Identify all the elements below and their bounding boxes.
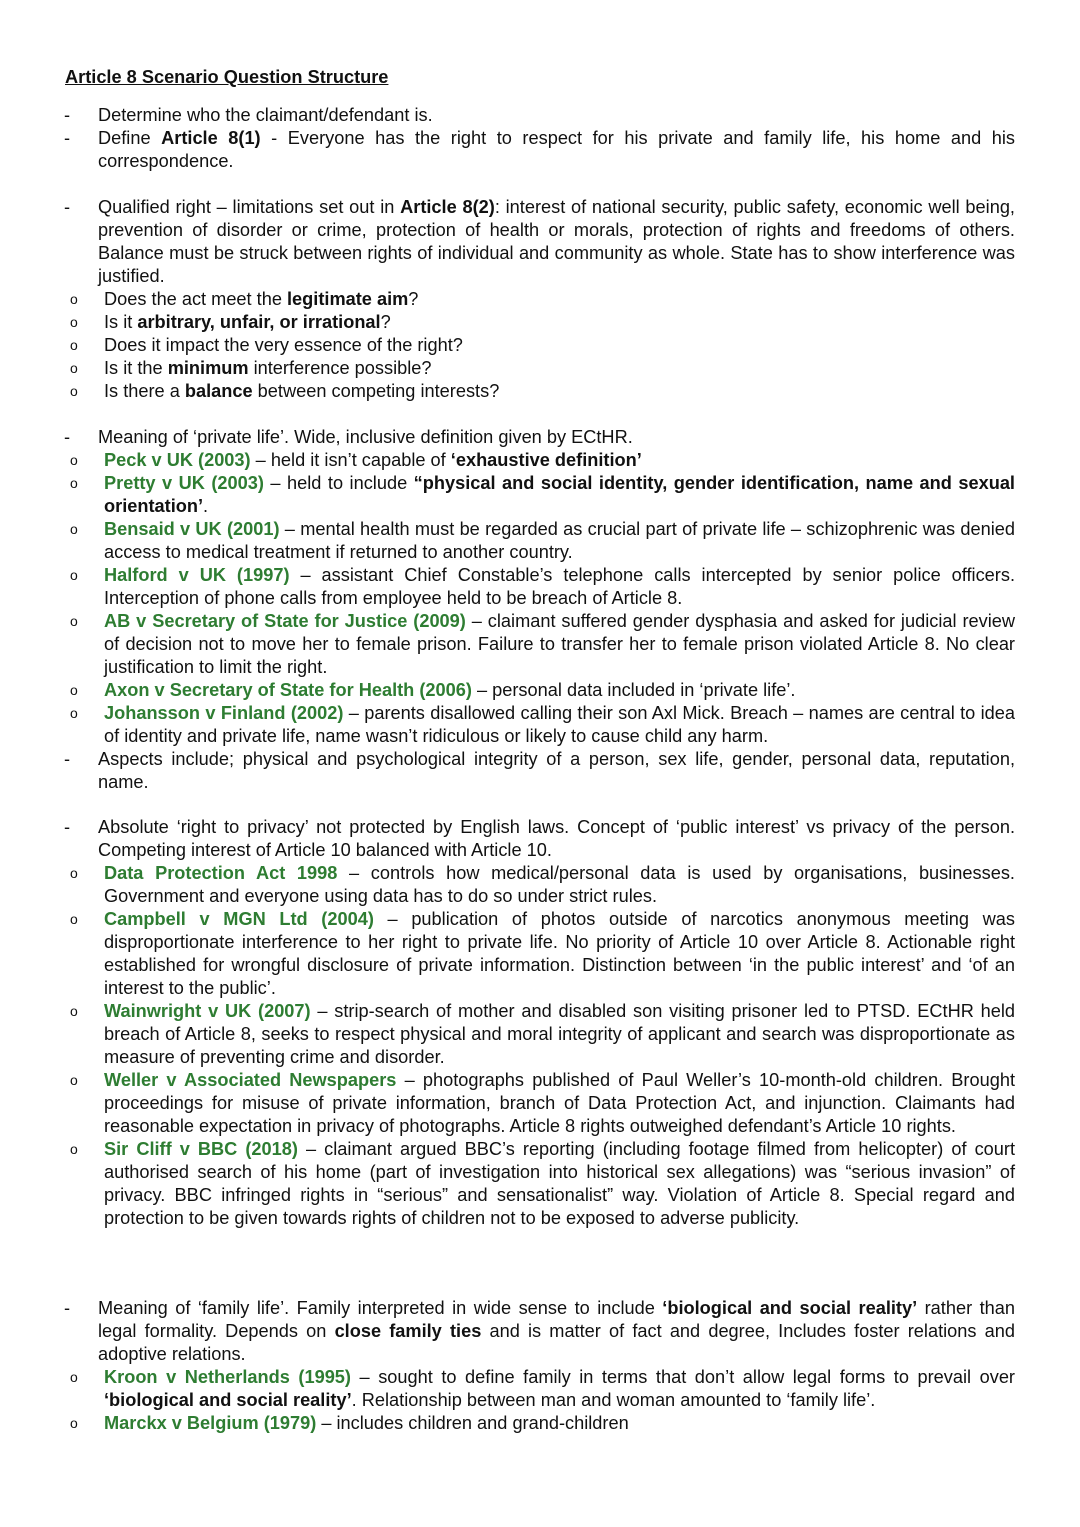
bullet-marker: o (70, 1415, 78, 1431)
case-item: o Peck v UK (2003) – held it isn’t capable of ‘exhaustive definition’ (70, 450, 642, 470)
bullet-marker: o (70, 1369, 78, 1385)
list-item (60, 196, 1015, 288)
bullet-marker: o (70, 452, 78, 468)
case-item: o AB v Secretary of State for Justice (2009) – claimant suffered gender dysphasia and asked for judicial review of decision not to move her to female prison. Failure to transfer her to female prison violated Article 8. No clear justification to limit the right. (70, 611, 1016, 677)
dash-marker: - (64, 817, 71, 837)
case-item: o Sir Cliff v BBC (2018) – claimant argued BBC’s reporting (including footage filmed from helicopter) of court authorised search of his home (part of investigation into historical sex allegations) was “serious invasion” of privacy. BBC infringed rights in “serious” and sensationalist” way. Violation of Article 8. Special regard and protection to be given towards rights of children not to be exposed to adverse publicity. (70, 1139, 1016, 1228)
section-qualified-right (60, 196, 1015, 403)
case-item: o Halford v UK (1997) – assistant Chief Constable’s telephone calls intercepted by senior police officers. Interception of phone calls from employee held to be breach of Article 8. (70, 565, 1015, 608)
list-item (60, 1297, 1015, 1366)
list-item (60, 104, 1015, 127)
case-item: o Kroon v Netherlands (1995) – sought to define family in terms that don’t allow legal forms to prevail over ‘biological and social reality’. Relationship between man and woman amounted to ‘family life’. (70, 1367, 1015, 1410)
list-item-text: Absolute ‘right to privacy’ not protected by English laws. Concept of ‘public interest’ vs privacy of the person. Competing interest of Article 10 balanced with Article 10. (98, 817, 1015, 860)
bullet-marker: o (70, 865, 78, 881)
case-item: o Bensaid v UK (2001) – mental health must be regarded as crucial part of private life – schizophrenic was denied access to medical treatment if returned to another country. (70, 519, 1015, 562)
list-item (60, 816, 1015, 862)
dash-marker: - (64, 197, 71, 217)
bullet-marker: o (70, 1072, 78, 1088)
page-title: Article 8 Scenario Question Structure (65, 67, 389, 87)
bullet-marker: o (70, 360, 78, 376)
list-item-text: Determine who the claimant/defendant is. (98, 105, 433, 125)
section-family-life (60, 1297, 1015, 1435)
dash-marker: - (64, 105, 71, 125)
bullet-marker: o (70, 1003, 78, 1019)
case-item: o Wainwright v UK (2007) – strip-search of mother and disabled son visiting prisoner led to PTSD. ECtHR held breach of Article 8, seeks to respect physical and moral integrity of applicant and search was disproportionate as measure of preventing crime and disorder. (70, 1001, 1015, 1067)
case-item: o Axon v Secretary of State for Health (2006) – personal data included in ‘private life’. (70, 680, 796, 700)
sub-item: o Does it impact the very essence of the right? (70, 335, 463, 355)
sub-item: o Is it arbitrary, unfair, or irrational? (70, 312, 391, 332)
bullet-marker: o (70, 337, 78, 353)
section-privacy (60, 816, 1015, 1230)
case-item: o Weller v Associated Newspapers – photographs published of Paul Weller’s 10-month-old children. Brought proceedings for misuse of private information, branch of Data Protection Act, and injunction. Claimants had reasonable expectation in privacy of photographs. Article 8 rights outweighed defendant’s Article 10 rights. (70, 1070, 1015, 1136)
bullet-marker: o (70, 475, 78, 491)
list-item-text: Qualified right – limitations set out in Article 8(2): interest of national security, public safety, economic well being, prevention of disorder or crime, protection of health or morals, protection of rights and freedoms of others. Balance must be struck between rights of individual and community as whole. State has to show interference was justified. (98, 197, 1015, 286)
section-claimant (60, 104, 1015, 173)
dash-marker: - (64, 427, 71, 447)
case-item: o Johansson v Finland (2002) – parents disallowed calling their son Axl Mick. Breach – names are central to idea of identity and private life, name wasn’t ridiculous or likely to cause child any harm. (70, 703, 1016, 746)
bullet-marker: o (70, 291, 78, 307)
sub-item: o Does the act meet the legitimate aim? (70, 289, 419, 309)
dash-marker: - (64, 749, 71, 769)
dash-marker: - (64, 128, 71, 148)
list-item (60, 426, 1015, 449)
case-item: o Campbell v MGN Ltd (2004) – publication of photos outside of narcotics anonymous meeting was disproportionate interference to her right to private life. No priority of Article 10 over Article 8. Actionable right established for wrongful disclosure of private information. Distinction between ‘in the public interest’ and ‘of an interest to the public’. (70, 909, 1015, 998)
bullet-marker: o (70, 383, 78, 399)
bullet-marker: o (70, 567, 78, 583)
section-private-life (60, 426, 1015, 794)
list-item-text: Aspects include; physical and psychological integrity of a person, sex life, gender, personal data, reputation, name. (98, 749, 1015, 792)
list-item-text: Define Article 8(1) - Everyone has the right to respect for his private and family life, his home and his correspondence. (98, 128, 1015, 171)
case-item: o Pretty v UK (2003) – held to include “physical and social identity, gender identification, name and sexual orientation’. (70, 473, 1015, 516)
dash-marker: - (64, 1298, 71, 1318)
bullet-marker: o (70, 682, 78, 698)
bullet-marker: o (70, 1141, 78, 1157)
bullet-marker: o (70, 911, 78, 927)
bullet-marker: o (70, 521, 78, 537)
list-item (60, 127, 1015, 173)
bullet-marker: o (70, 613, 78, 629)
sub-item: o Is there a balance between competing interests? (70, 381, 500, 401)
bullet-marker: o (70, 705, 78, 721)
sub-item: o Is it the minimum interference possible? (70, 358, 432, 378)
bullet-marker: o (70, 314, 78, 330)
list-item (60, 748, 1015, 794)
list-item-text: Meaning of ‘private life’. Wide, inclusive definition given by ECtHR. (98, 427, 633, 447)
case-item: o Data Protection Act 1998 – controls how medical/personal data is used by organisations, businesses. Government and everyone using data has to do so under strict rules. (70, 863, 1015, 906)
case-item: o Marckx v Belgium (1979) – includes children and grand-children (70, 1413, 629, 1433)
list-item-text: Meaning of ‘family life’. Family interpreted in wide sense to include ‘biological and social reality’ rather than legal formality. Depends on close family ties and is matter of fact and degree, Includes foster relations and adoptive relations. (98, 1298, 1016, 1364)
